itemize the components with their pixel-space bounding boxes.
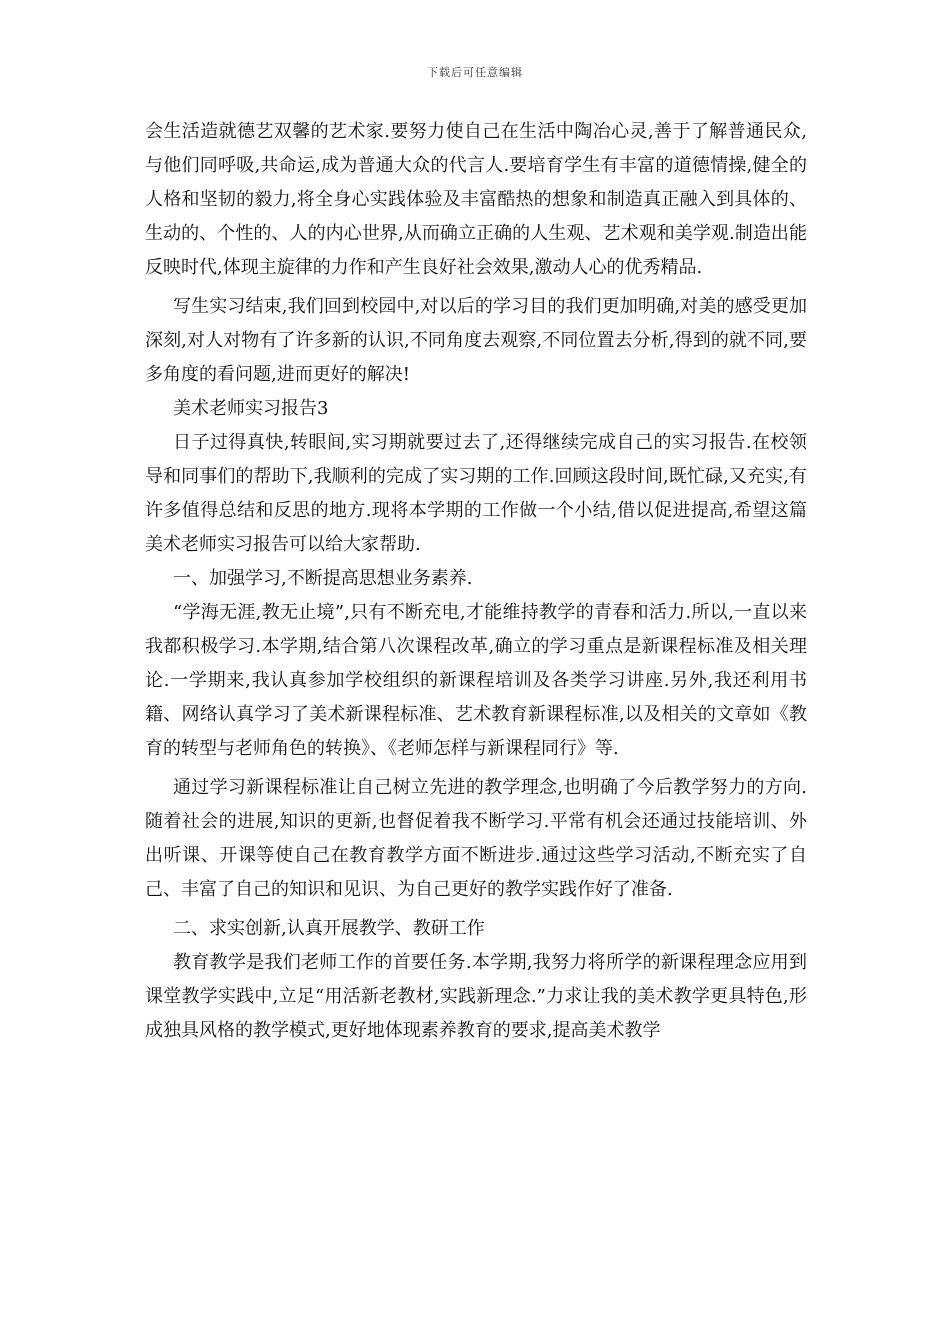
paragraph-1: 会生活造就德艺双馨的艺术家.要努力使自己在生活中陶冶心灵,善于了解普通民众,与他们同呼吸,共命运,成为普通大众的代言人.要培育学生有丰富的道德情操,健全的人格和坚韧的毅力,将全身心实践体验及丰富酷热的想象和制造真正融入到具体的、生动的、个性的、人的内心世界,从而确立正确的人生观、艺术观和美学观.制造出能反映时代,体现主旋律的力作和产生良好社会效果,激动人心的优秀精品. [145, 121, 807, 278]
section-heading-1: 一、加强学习,不断提高思想业务素养. [173, 568, 473, 589]
paragraph-6: 教育教学是我们老师工作的首要任务.本学期,我努力将所学的新课程理念应用到课堂教学实践中,立足“用活新老教材,实践新理念.”力求让我的美术教学更具特色,形成独具风格的教学模式,更好地体现素养教育的要求,提高美术教学 [145, 952, 807, 1041]
paragraph-2: 写生实习结束,我们回到校园中,对以后的学习目的我们更加明确,对美的感受更加深刻,对人对物有了许多新的认识,不同角度去观察,不同位置去分析,得到的就不同,要多角度的看问题,进而更好的解决! [145, 296, 807, 385]
section-title-report-3: 美术老师实习报告3 [173, 398, 329, 419]
paragraph-4: “学海无涯,教无止境”,只有不断充电,才能维持教学的青春和活力.所以,一直以来我都积极学习.本学期,结合第八次课程改革,确立的学习重点是新课程标准及相关理论.一学期来,我认真参加学校组织的新课程培训及各类学习讲座.另外,我还利用书籍、网络认真学习了美术新课程标准、艺术教育新课程标准,以及相关的文章如《教育的转型与老师角色的转换》、《老师怎样与新课程同行》等. [145, 602, 807, 759]
section-heading-2: 二、求实创新,认真开展教学、教研工作 [173, 918, 485, 939]
paragraph-3: 日子过得真快,转眼间,实习期就要过去了,还得继续完成自己的实习报告.在校领导和同事们的帮助下,我顺利的完成了实习期的工作.回顾这段时间,既忙碌,又充实,有许多值得总结和反思的地方.现将本学期的工作做一个小结,借以促进提高,希望这篇美术老师实习报告可以给大家帮助. [145, 432, 807, 555]
paragraph-5: 通过学习新课程标准让自己树立先进的教学理念,也明确了今后教学努力的方向.随着社会的进展,知识的更新,也督促着我不断学习.平常有机会还通过技能培训、外出听课、开课等使自己在教育教学方面不断进步.通过这些学习活动,不断充实了自己、丰富了自己的知识和见识、为自己更好的教学实践作好了准备. [145, 777, 807, 900]
document-body [145, 115, 807, 1048]
page-header-note: 下载后可任意编辑 [427, 66, 523, 79]
